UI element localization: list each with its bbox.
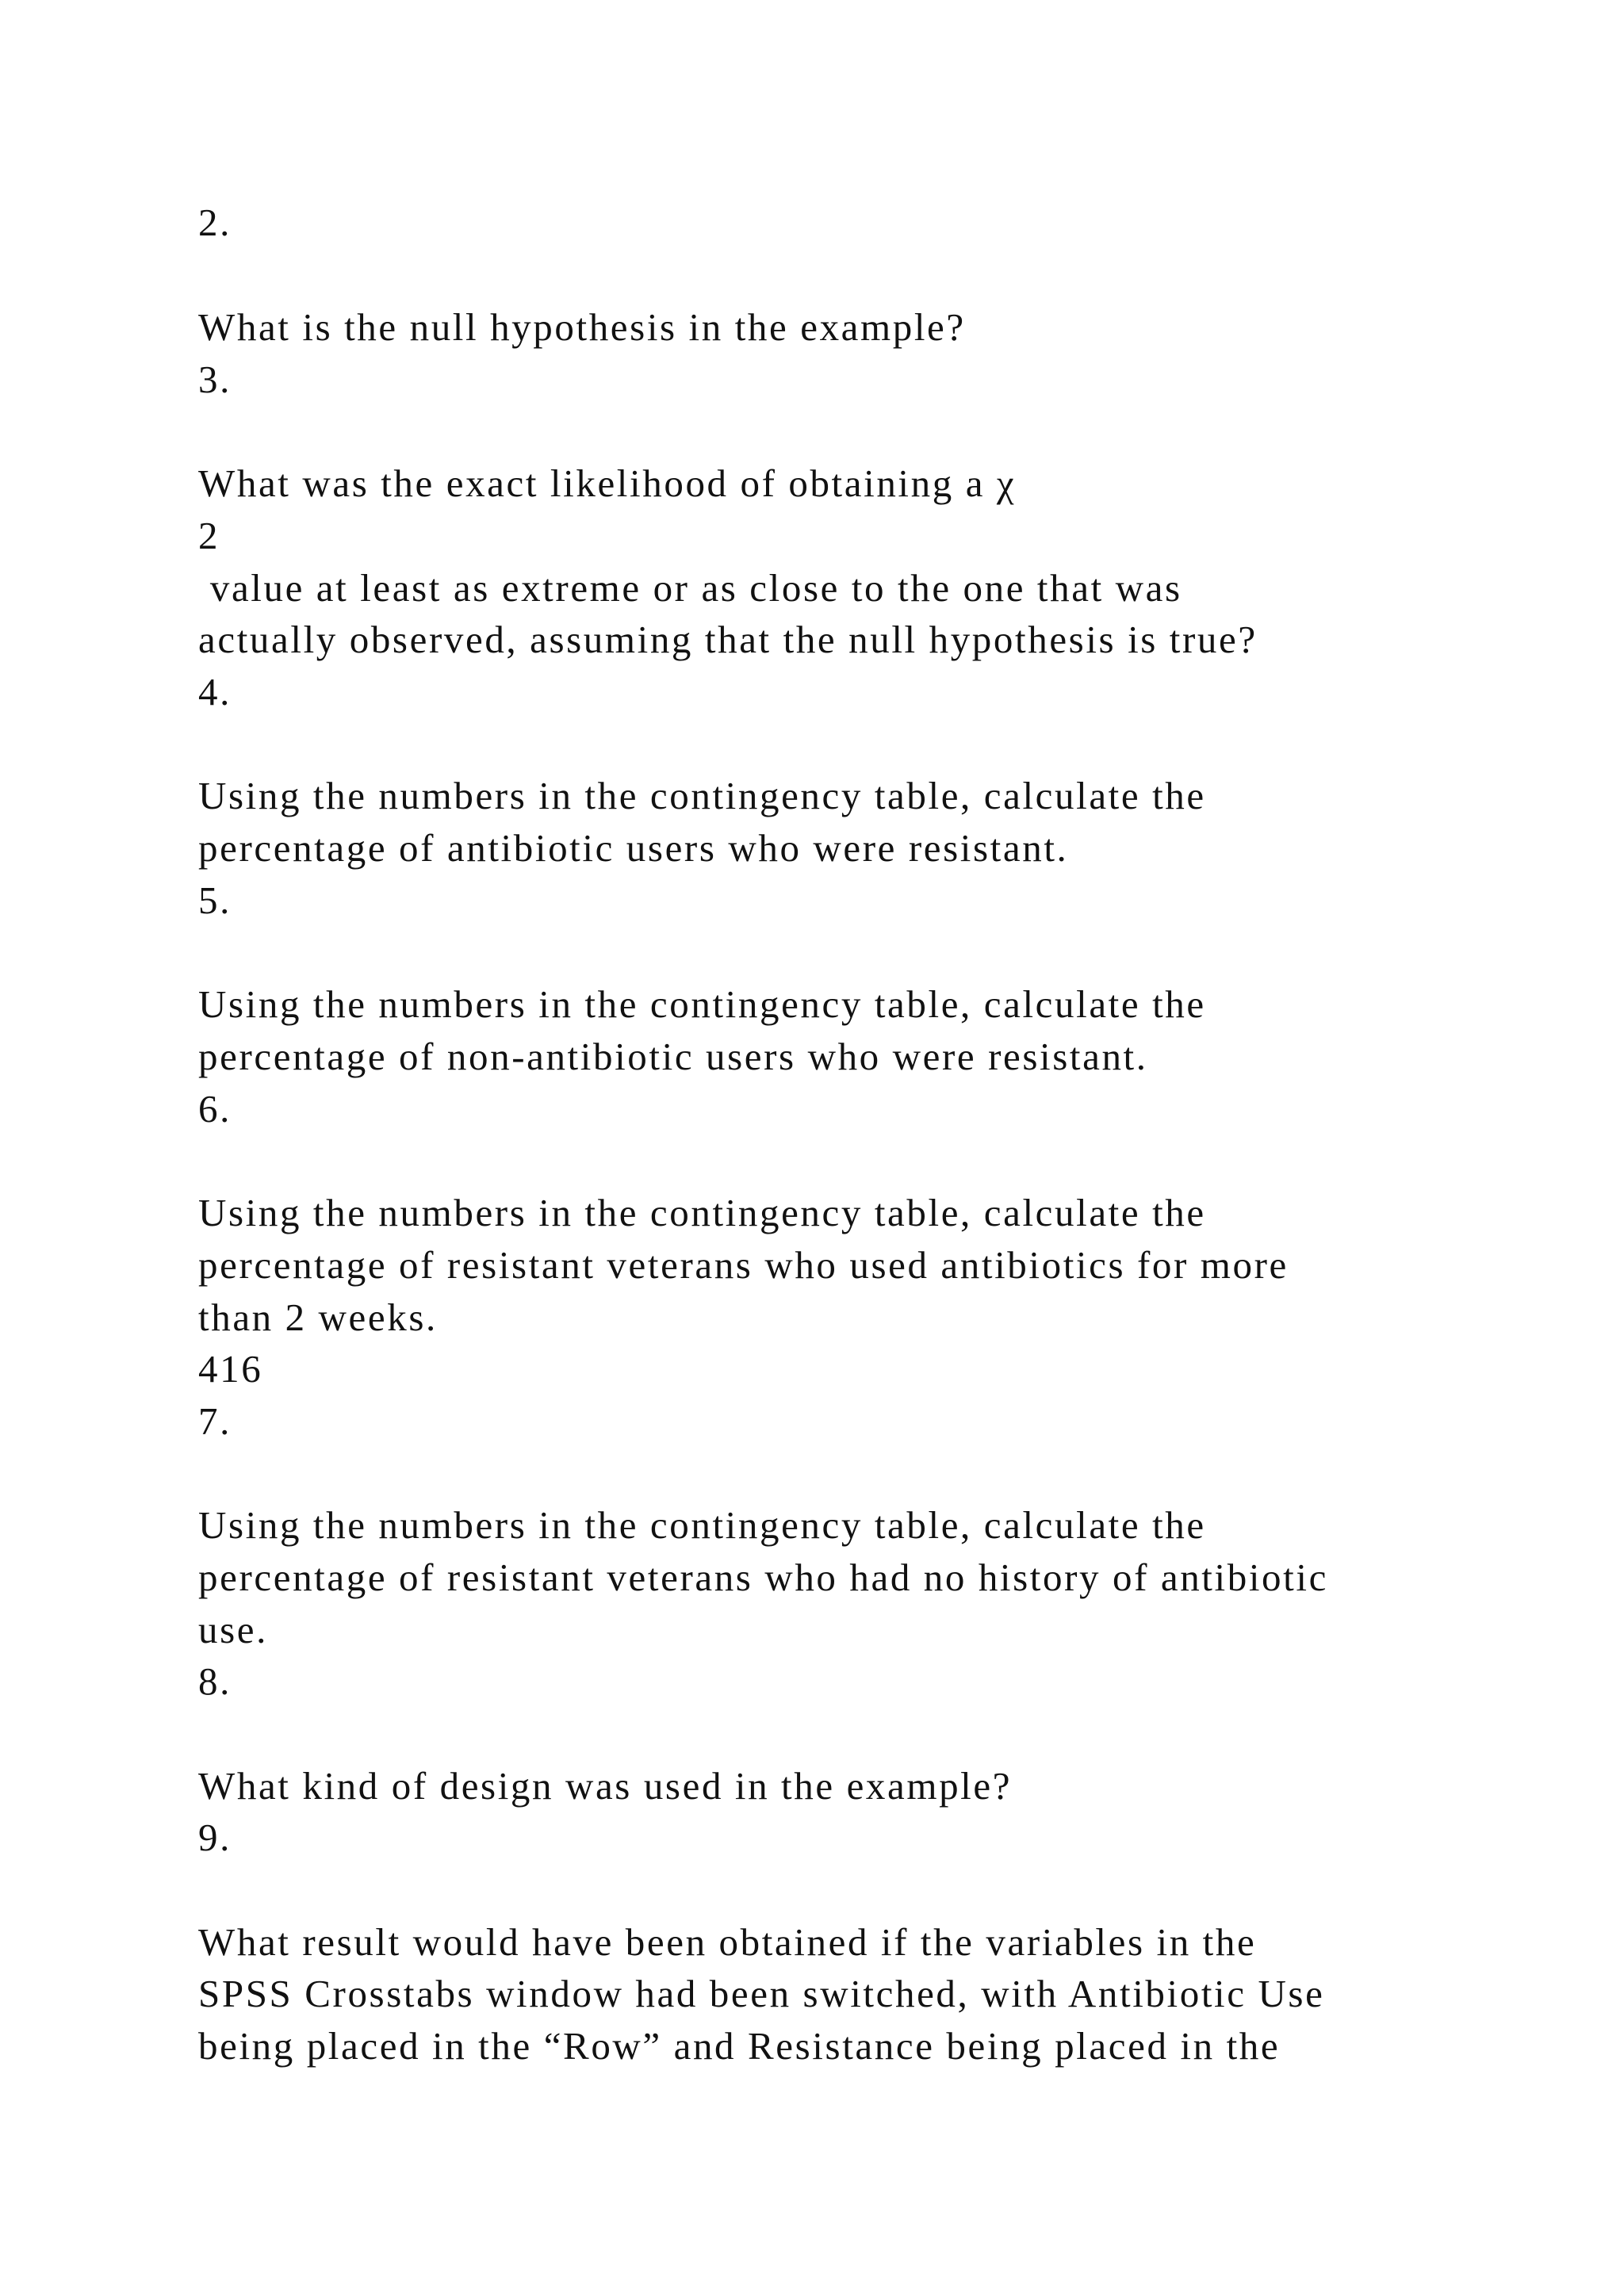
question-4-text-line-2: percentage of antibiotic users who were resistant. (198, 826, 1069, 870)
question-number-8: 8. (198, 1659, 232, 1703)
question-2-text: What is the null hypothesis in the example? (198, 305, 966, 349)
question-number-6: 6. (198, 1087, 232, 1131)
question-7-text-line-1: Using the numbers in the contingency table, calculate the (198, 1503, 1206, 1547)
question-4-text-line-1: Using the numbers in the contingency table, calculate the (198, 774, 1206, 817)
page-number: 416 (198, 1347, 263, 1391)
question-3-text-line-1: What was the exact likelihood of obtaining a χ (198, 461, 1017, 505)
question-5-text-line-1: Using the numbers in the contingency table, calculate the (198, 982, 1206, 1026)
question-5-text-line-2: percentage of non-antibiotic users who were resistant. (198, 1035, 1148, 1078)
question-number-3: 3. (198, 358, 232, 401)
question-7-text-line-2: percentage of resistant veterans who had no history of antibiotic (198, 1556, 1328, 1599)
question-number-2: 2. (198, 201, 232, 244)
question-3-text-line-3: actually observed, assuming that the null hypothesis is true? (198, 618, 1258, 661)
question-7-text-line-3: use. (198, 1608, 268, 1651)
question-9-text-line-1: What result would have been obtained if the variables in the (198, 1920, 1257, 1964)
question-9-text-line-2: SPSS Crosstabs window had been switched, with Antibiotic Use (198, 1972, 1325, 2015)
question-number-7: 7. (198, 1399, 232, 1443)
question-6-text-line-1: Using the numbers in the contingency table, calculate the (198, 1191, 1206, 1234)
question-3-text-line-2: value at least as extreme or as close to the one that was (198, 566, 1182, 610)
question-number-9: 9. (198, 1816, 232, 1859)
question-6-text-line-2: percentage of resistant veterans who used antibiotics for more (198, 1243, 1289, 1287)
question-number-5: 5. (198, 878, 232, 922)
question-9-text-line-3: being placed in the “Row” and Resistance being placed in the (198, 2024, 1281, 2068)
question-6-text-line-3: than 2 weeks. (198, 1295, 438, 1339)
question-3-superscript-2: 2 (198, 514, 220, 557)
question-8-text: What kind of design was used in the example? (198, 1764, 1013, 1808)
question-number-4: 4. (198, 670, 232, 714)
